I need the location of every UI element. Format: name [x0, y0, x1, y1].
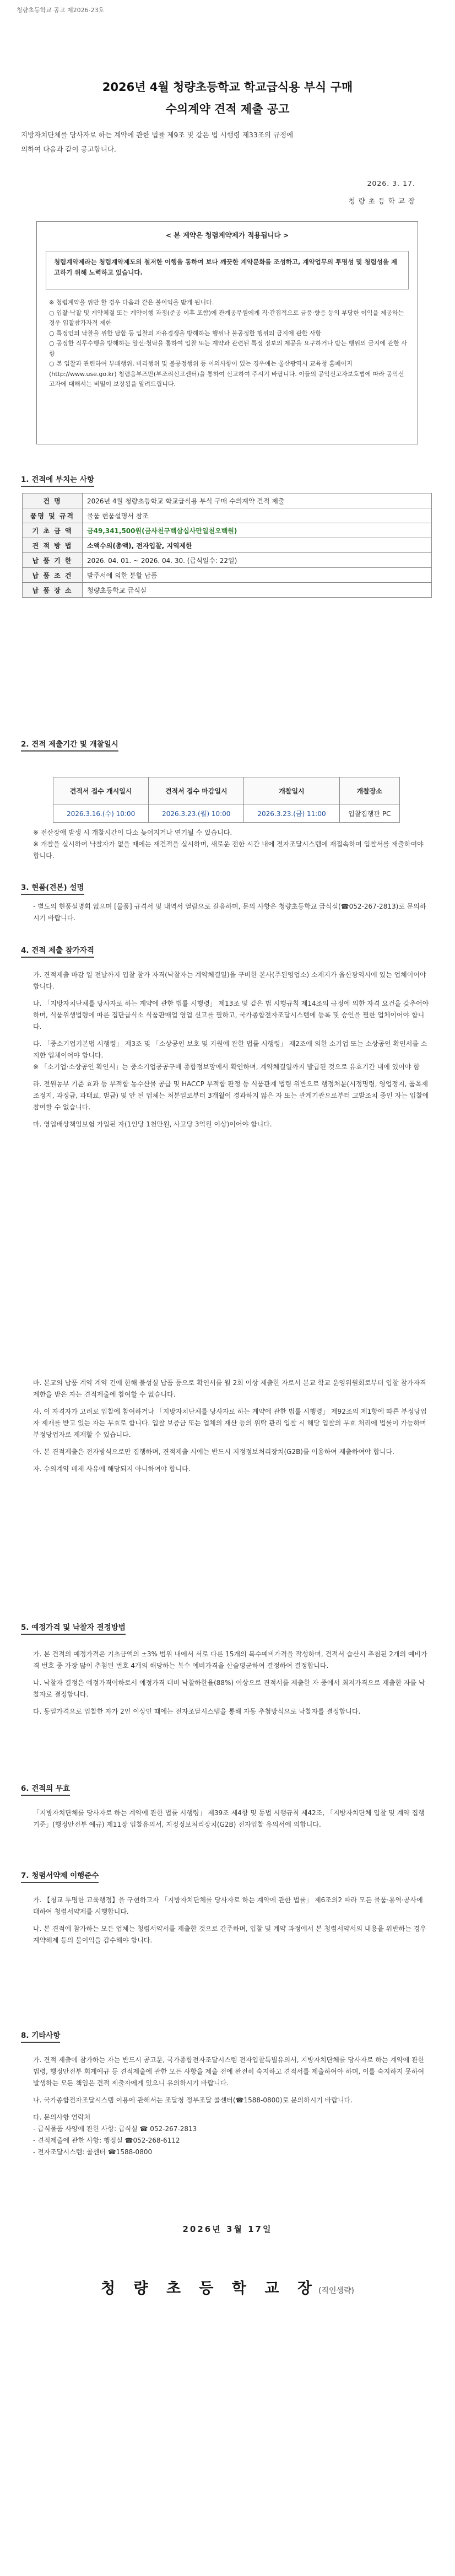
closing-date: 2026년 3월 17일 — [182, 2224, 273, 2234]
issue-date: 2026. 3. 17. — [367, 179, 415, 187]
notice-item: ○ 공정한 직무수행을 방해하는 알선·청탁을 통하여 입찰 또는 계약과 관련된 특정 정보의 제공을 요구하거나 받는 행위의 금지에 관한 사항 — [49, 340, 407, 357]
table-row: 건 명 2026년 4월 청량초등학교 학교급식용 부식 구매 수의계약 견적 제출 — [23, 493, 432, 508]
signature-block — [0, 2276, 455, 2298]
issuer: 청 량 초 등 학 교 장 — [348, 197, 415, 205]
intro-line-1: 지방자치단체를 당사자로 하는 계약에 관한 법률 제9조 및 같은 법 시행령 제33조의 규정에 — [21, 131, 294, 139]
integrity-notice-heading: < 본 계약은 청렴계약제가 적용됩니다 > — [165, 231, 289, 239]
section-7-body: 가. 【청교 투명한 교육행정】을 구현하고자 「지방자치단체를 당사자로 하는 계약에 관한 법률」 제6조의2 따라 모든 물품·용역·공사에 대하여 청렴서약제를 시행합니다. 나. 본 견적에 참가하는 모든 업체는 청렴서약서를 제출한 것으로 간주하며, 입찰 및 계약 과정에서 본 청렴서약서의 내용을 위반하는 경우 계약해제 등의 불이익을 감수해야 합니다. — [33, 1896, 426, 1944]
base-amount: 금49,341,500원(금사천구백삼십사만일천오백원) — [83, 523, 432, 538]
signature-name: 청 량 초 등 학 교 장 — [100, 2280, 318, 2297]
integrity-notice-box — [36, 221, 418, 444]
section-8-body: 가. 견적 제출에 참가하는 자는 반드시 공고문, 국가종합전자조달시스템 전자입찰특별유의서, 지방자치단체를 당사자로 하는 계약에 관한 법령, 행정안전부 회계예규 등 견적제출에 관한 모든 사항을 제출 전에 완전히 숙지하고 견적서를 제출하여야 하며, 이를 숙지하지 못하여 발생하는 모든 책임은 견적 제출자에게 있으니 유의하시기 바랍니다. 나. 국가종합전자조달시스템 이용에 관해서는 조달청 정부조달 콜센터(☎1588-0800)로 문의하시기 바랍니다. 다. 문의사항 연락처 - 급식물품 사양에 관한 사항: 급식실 ☎ 052-267-2813 - 견적제출에 관한 사항: 행정실 ☎052-268-6112 - 전자조달시스템: 콜센터 ☎1588-0800 — [33, 2056, 425, 2156]
section-heading-1: 1. 견적에 부치는 사항 — [21, 473, 94, 487]
table-row: 납 품 기 한 2026. 04. 01. ~ 2026. 04. 30. (급식일수: 22일) — [23, 553, 432, 568]
table-row: 납 품 장 소 청량초등학교 급식실 — [23, 583, 432, 598]
schedule-table — [53, 777, 400, 823]
seal-omitted-note: (직인생략) — [318, 2287, 354, 2295]
table-header-row: 견적서 접수 개시일시 견적서 접수 마감일시 개찰일시 개찰장소 — [53, 777, 400, 804]
table-row: 품명 및 규격 물품 현품설명서 참조 — [23, 508, 432, 523]
integrity-notice-list — [49, 298, 407, 390]
table-row: 납 품 조 건 발주서에 의한 분할 납품 — [23, 568, 432, 583]
section-heading-8: 8. 기타사항 — [21, 2029, 60, 2043]
section-5-body: 가. 본 견적의 예정가격은 기초금액의 ±3% 범위 내에서 서로 다른 15개의 복수예비가격을 작성하며, 견적서 습산시 추첨된 2개의 예비가격 번호 중 가장 많이 추첨된 번호 4개의 해당하는 복수 예비가격을 산술평균하여 결정하여 결정합니다. 나. 낙찰자 결정은 예정가격이하로서 예정가격 대비 낙찰하한율(88%) 이상으로 견적서를 제출한 자 중에서 최저가격으로 제출한 자를 낙찰자로 결정합니다. 다. 동일가격으로 입찰한 자가 2인 이상인 때에는 전자조달시스템을 통해 자동 추첨방식으로 낙찰자를 결정합니다. — [33, 1650, 427, 1715]
table-row: 견 적 방 법 소액수의(총액), 전자입찰, 지역제한 — [23, 538, 432, 553]
table-row: 기 초 금 액 금49,341,500원(금사천구백삼십사만일천오백원) — [23, 523, 432, 538]
info-table — [22, 493, 432, 598]
section-heading-7: 7. 청렴서약제 이행준수 — [21, 1869, 99, 1883]
section-heading-5: 5. 예정가격 및 낙찰자 결정방법 — [21, 1621, 126, 1635]
table-row: 2026.3.16.(수) 10:00 2026.3.23.(월) 10:00 2026.3.23.(금) 11:00 입찰집행관 PC — [53, 804, 400, 823]
section-heading-2: 2. 견적 제출기간 및 개찰일시 — [21, 738, 118, 752]
section-heading-3: 3. 현품(견본) 설명 — [21, 881, 84, 895]
notice-item: ※ 청렴계약을 위반 할 경우 다음과 같은 불이익을 받게 됩니다. — [49, 299, 214, 306]
section-4-body: 가. 견적제출 마감 일 전날까지 입찰 참가 자격(낙찰자는 계약체결일)을 구비한 본사(주된영업소) 소재지가 울산광역시에 있는 업체이어야 합니다. 나. 「지방자치단체를 당사자로 하는 계약에 관한 법률 시행령」 제13조 및 같은 법 시행규칙 제14조의 규정에 의한 자격 요건을 갖추어야 하며, 식품위생법령에 따른 집단급식소 식품판매업 영업 신고를 필하고, 국가종합전자조달시스템에 등록 및 승인을 필한 업체이어야 합니다. 다. 「중소기업기본법 시행령」 제3조 및 「소상공인 보호 및 지원에 관한 법률 시행령」 제2조에 의한 소기업 또는 소상공인 확인서를 소지한 업체이어야 합니다. ※ 「소기업·소상공인 확인서」는 중소기업공공구매 종합정보망에서 확인하며, 계약체결일까지 발급된 것으로 유효기간 내에 있어야 함 라. 전원농부 기준 효과 등 부적합 농수산물 공급 및 HACCP 부적합 판정 등 식품관계 법령 위반으로 행정처분(시정명령, 영업정지, 품목제조정지, 과징금, 과태료, 벌금) 및 안 된 업체는 처분일로부터 3개월이 경과하지 않은 자 또는 관계기관으로부터 고발조치 중인 자는 입찰에 참여할 수 없습니다. 마. 영업배상책임보험 가입된 자(1인당 1천만원, 사고당 3억원 이상)이어야 합니다. — [33, 971, 429, 1128]
integrity-notice-summary: 청렴계약제라는 청렴계약제도의 철저한 이행을 통하여 보다 깨끗한 계약문화를 조성하고, 계약업무의 투명성 및 청렴성을 제고하기 위해 노력하고 있습니다. — [46, 251, 409, 289]
section-4-body-continued: 바. 본교의 납품 계약 계약 건에 한해 불성실 납품 등으로 확인서를 월 2회 이상 제출한 자로서 본교 학교 운영위원회로부터 입찰 참가자격 제한을 받은 자는 견적제출에 참여할 수 없습니다. 사. 이 자격자가 고려로 입찰에 참여하거나 「지방자치단체를 당사자로 하는 계약에 관한 법률 시행령」 제92조의 제1항에 따른 부정당업자 제재를 받고 있는 자는 무효로 합니다. 입찰 보증금 또는 업체의 재산 등의 위탁 관리 입찰 시 해당 입찰의 무효 처리에 법률이 가능하며 부정당업자로 제재할 수 있습니다. 아. 본 견적제출은 전자방식으로만 집행하며, 견적제출 시에는 반드시 지정정보처리장치(G2B)를 이용하여 제출하여야 합니다. 자. 수의계약 배제 사유에 해당되지 아니하여야 합니다. — [33, 1379, 427, 1473]
intro-line-2: 의하여 다음과 같이 공고합니다. — [21, 145, 116, 153]
section-3-body: - 별도의 현품설명회 없으며 [물품] 규격서 및 내역서 열람으로 갈음하며, 문의 사항은 청량초등학교 급식실(☎052-267-2813)로 문의하시기 바랍니다. — [33, 903, 426, 922]
notice-item: ○ 특정인의 낙찰을 위한 담합 등 입찰의 자유경쟁을 방해하는 행위나 불공정한 행위의 금지에 관한 사항 — [49, 329, 322, 337]
schedule-notes: ※ 전산장애 발생 시 개찰시간이 다소 늦어지거나 연기될 수 있습니다. ※ 개찰을 실시하여 낙찰자가 없을 때에는 재견적을 실시하며, 새로운 전한 시간 내에 전자조달시스템에 재접속하여 입찰서를 재출하여야 합니다. — [33, 829, 424, 860]
section-heading-6: 6. 견적의 무효 — [21, 1782, 70, 1796]
section-heading-4: 4. 견적 제출 참가자격 — [21, 944, 94, 958]
page-title: 2026년 4월 청량초등학교 학교급식용 부식 구매 — [102, 80, 353, 94]
notice-item: ○ 본 입찰과 관련하여 부패행위, 비리행위 및 불공정행위 등 이의사항이 있는 경우에는 울산광역시 교육청 홈페이지(http://www.use.go.kr) 청렴옴부즈만(부조리신고센터)을 통하여 신고하여 주시기 바랍니다. 이들의 공익신고자보호법에 따라 공익신고자에 대해서는 비밀이 보장됨을 알려드립니다. — [49, 360, 404, 388]
section-6-body: 「지방자치단체를 당사자로 하는 계약에 관한 법률 시행령」 제39조 제4항 및 동법 시행규칙 제42조, 「지방자치단체 입찰 및 계약 집행기준」(행정안전부 예규) 제11장 입찰유의서, 지정정보처리장치(G2B) 전자입찰 유의서에 의합니다. — [33, 1809, 425, 1828]
document-number: 청량초등학교 공고 제2026-23호 — [17, 7, 105, 14]
notice-item: ○ 입찰·낙찰 및 계약체결 또는 계약이행 과정(준공 이후 포함)에 관계공무원에게 직·간접적으로 금품·향응 등의 부당한 이익을 제공하는 경우 입찰참가자격 제한 — [49, 309, 404, 326]
page-subtitle: 수의계약 견적 제출 공고 — [165, 103, 290, 116]
